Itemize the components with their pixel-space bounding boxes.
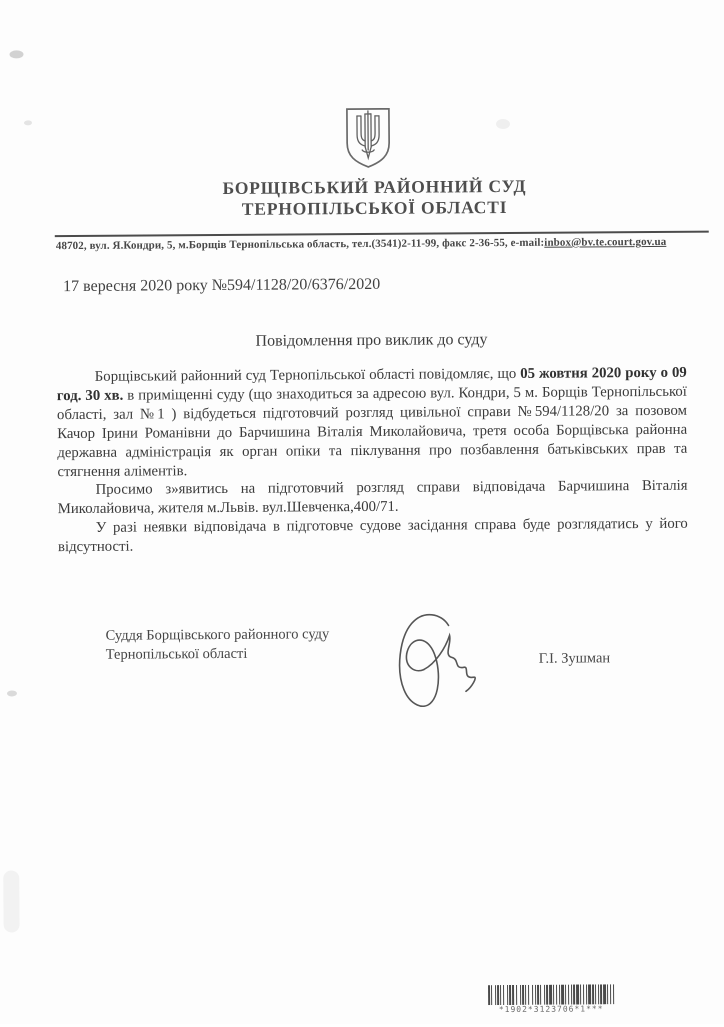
paragraph-3: У разі неявки відповідача в підготовче судове засідання справа буде розглядатись у його відсутності. <box>57 515 688 556</box>
judge-role-line1: Суддя Борщівського районного суду <box>105 626 330 644</box>
judge-role <box>106 625 330 665</box>
court-name-line2: ТЕРНОПІЛЬСЬКОЇ ОБЛАСТІ <box>241 196 508 219</box>
court-email: inbox@bv.te.court.gov.ua <box>544 235 667 249</box>
paragraph-1-rest: в приміщенні суду (що знаходиться за адресою вул. Кондри, 5 м. Борщів Тернопільської області, зал №1 ) відбудеться підготовчий розгляд цивільної справи №594/1128/20 за позовом Качор Ірини Романівни до Барчишина Віталія Миколайовича, третя особа Борщівська районна державна адміністрація як орган опіки та піклування про позбавлення батьківських прав та стягнення аліментів. <box>56 383 688 480</box>
paragraph-1-start: Борщівський районний суд Тернопільської області повідомляє, що <box>94 365 521 385</box>
court-name <box>12 174 724 221</box>
document-body <box>57 364 688 557</box>
date-and-case-number: 17 вересня 2020 року №594/1128/20/6376/2020 <box>63 275 381 296</box>
court-address-line <box>56 236 711 253</box>
ukraine-trident-emblem-icon <box>344 107 392 169</box>
judge-name: Г.І. Зушман <box>538 650 611 667</box>
paragraph-2: Просимо з»явитись на підготовчий розгляд справи відповідача Барчишина Віталія Миколайовича, жителя м.Львів. вул.Шевченка,400/71. <box>57 478 688 518</box>
scan-smudge <box>496 119 510 129</box>
court-name-line1: БОРЩІВСЬКИЙ РАЙОННИЙ СУД <box>222 175 527 198</box>
scan-speck <box>7 690 17 696</box>
scan-speck <box>9 50 23 58</box>
barcode-block <box>445 984 657 1014</box>
scan-speck <box>24 120 32 125</box>
document-title: Повідомлення про виклик до суду <box>255 331 488 350</box>
judge-role-line2: Тернопільської області <box>105 645 248 663</box>
address-text: 48702, вул. Я.Кондри, 5, м.Борщів Тернопільська область, тел.(3541)2-11-99, факс 2-36-55, e-mail: <box>55 236 545 253</box>
scan-smudge <box>3 870 19 932</box>
paragraph-1 <box>57 364 688 482</box>
barcode-icon <box>445 984 657 1005</box>
hearing-datetime: 05 жовтня 2020 року о 09 год. 30 хв. <box>56 364 687 405</box>
barcode-label: *1902*3123706*1*** <box>498 1004 604 1015</box>
handwritten-signature <box>393 607 486 720</box>
